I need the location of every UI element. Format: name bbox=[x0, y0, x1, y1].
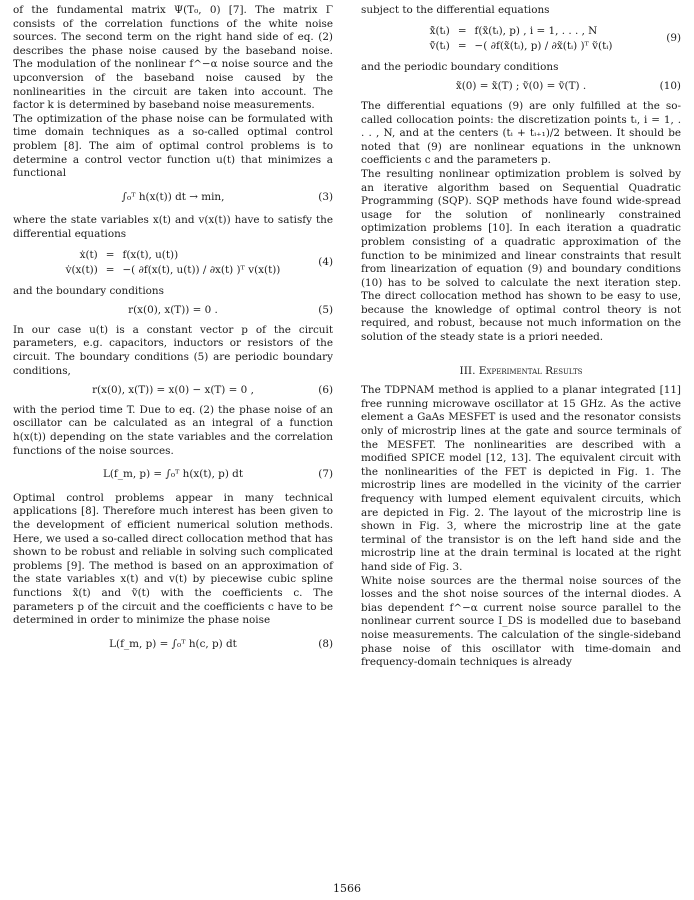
eq-lhs: x̃̇(tᵢ) bbox=[429, 24, 450, 37]
equation-body: L(f_m, p) = ∫₀ᵀ h(c, p) dt bbox=[109, 637, 237, 650]
left-column bbox=[13, 4, 333, 661]
equation-body: L(f_m, p) = ∫₀ᵀ h(x(t), p) dt bbox=[102, 468, 244, 481]
equation-number: (4) bbox=[318, 256, 333, 269]
equation-10 bbox=[361, 74, 681, 100]
equation-number: (7) bbox=[318, 468, 333, 481]
paragraph: The differential equations (9) are only fulfilled at the so-called collocation points: the discretization points tᵢ, i = 1, . . . , N, and at the centers (tᵢ + tᵢ₊₁)/2 between. It should be noted that (9) are nonlinear equations in the unknown coefficients c and the parameters p. bbox=[361, 99, 681, 167]
eq-lhs: v̇(x(t)) bbox=[65, 264, 98, 277]
equation-8 bbox=[13, 628, 333, 662]
paragraph: The optimization of the phase noise can be formulated with time domain techniques as a so-called optimal control problem [8]. The aim of optimal control problems is to determine a control vector function u(t) that minimizes a functional bbox=[13, 112, 333, 180]
eq-lhs: ṽ̇(tᵢ) bbox=[429, 40, 450, 53]
paragraph: where the state variables x(t) and v(x(t)) have to satisfy the differential equations bbox=[13, 214, 333, 240]
paragraph: subject to the differential equations bbox=[361, 4, 550, 16]
equation-3 bbox=[13, 181, 333, 215]
paragraph: and the periodic boundary conditions bbox=[361, 60, 559, 73]
right-column bbox=[361, 4, 681, 670]
equation-4 bbox=[13, 242, 333, 285]
equation-number: (9) bbox=[666, 32, 681, 45]
paragraph: with the period time T. Due to eq. (2) the phase noise of an oscillator can be calculated as an integral of a function h(x(t)) depending on the state variables and the correlation functions of the noise sources. bbox=[13, 403, 333, 457]
paragraph: The resulting nonlinear optimization problem is solved by an iterative algorithm based on Sequential Quadratic Programming (SQP). SQP methods have found wide-spread usage for the solution of nonlinearly constrained optimization problems [10]. In each iteration a quadratic problem consisting of a quadratic approximation of the function to be minimized and linear constraints that result from linearization of equation (9) and boundary conditions (10) has to be solved to calculate the next iteration step. The direct collocation method has shown to be easy to use, because the knowledge of optimal control theory is not required, and robust, because not much information on the solution of the steady state is a priori needed. bbox=[361, 167, 681, 344]
equation-number: (6) bbox=[318, 384, 333, 397]
equation-body: ∫₀ᵀ h(x(t)) dt → min, bbox=[121, 190, 225, 203]
eq-rhs: −( ∂f(x(t), u(t)) / ∂x(t) )ᵀ v(x(t)) bbox=[122, 264, 281, 277]
paragraph: Optimal control problems appear in many technical applications [8]. Therefore much interest has been given to the development of efficient numerical solution methods. Here, we used a so-called direct collocation method that has shown to be robust and reliable in solving such complicated problems [9]. The method is based on an approximation of the state variables x(t) and v(t) by piecewise cubic spline functions x̃(t) and ṽ(t) with the coefficients c. The parameters p of the circuit and the coefficients c have to be determined in order to minimize the phase noise bbox=[13, 491, 333, 627]
paragraph: and the boundary conditions bbox=[13, 284, 164, 297]
paragraph: The TDPNAM method is applied to a planar integrated [11] free running microwave oscillator at 15 GHz. As the active element a GaAs MESFET is used and the resonator consists only of microstrip lines at the gate and source terminals of the MESFET. The nonlinearities are described with a modified SPICE model [12, 13]. The equivalent circuit with the nonlinearities of the FET is depicted in Fig. 1. The microstrip lines are modelled in the vicinity of the carrier frequency with lumped element equivalent circuits, which are depicted in Fig. 2. The layout of the microstrip line is shown in Fig. 3, where the microstrip line at the gate terminal of the transistor is on the left hand side and the microstrip line at the drain terminal is located at the right hand side of Fig. 3. bbox=[361, 384, 681, 573]
equation-body: x̃(0) = x̃(T) ; ṽ(0) = ṽ(T) . bbox=[455, 80, 587, 93]
eq-rhs: f(x(t), u(t)) bbox=[122, 248, 179, 261]
equation-number: (3) bbox=[318, 190, 333, 203]
equation-7 bbox=[13, 458, 333, 492]
equation-array: x̃̇(tᵢ) = f(x̃(tᵢ), p) , i = 1, . . . , N ṽ̇(tᵢ) = −( ∂f(x̃(tᵢ), p) / ∂x̃(tᵢ) )ᵀ ṽ(tᵢ) bbox=[426, 24, 617, 55]
equation-array: ẋ(t) = f(x(t), u(t)) v̇(x(t)) = −( ∂f(x(t), u(t)) / ∂x(t) )ᵀ v(x(t)) bbox=[62, 248, 285, 279]
paragraph: In our case u(t) is a constant vector p of the circuit parameters, e.g. capacitors, inductors or resistors of the circuit. The boundary conditions (5) are periodic boundary conditions, bbox=[13, 323, 333, 377]
paragraph: of the fundamental matrix Ψ(T₀, 0) [7]. The matrix Γ consists of the correlation functions of the white noise sources. The second term on the right hand side of eq. (2) describes the phase noise caused by the baseband noise. The modulation of the nonlinear f^−α noise source and the upconversion of the baseband noise caused by the nonlinearities in the circuit are taken into account. The factor k is determined by baseband noise measurements. bbox=[13, 4, 333, 112]
equation-number: (10) bbox=[659, 80, 681, 93]
equation-body: r(x(0), x(T)) = x(0) − x(T) = 0 , bbox=[92, 384, 254, 397]
equation-number: (8) bbox=[318, 637, 333, 650]
eq-rhs: f(x̃(tᵢ), p) , i = 1, . . . , N bbox=[474, 24, 598, 37]
section-heading: III. Experimental Results bbox=[459, 364, 583, 377]
equation-5 bbox=[13, 298, 333, 324]
eq-lhs: ẋ(t) bbox=[79, 248, 98, 261]
equation-body: r(x(0), x(T)) = 0 . bbox=[128, 304, 218, 317]
equation-number: (5) bbox=[318, 304, 333, 317]
page-number: 1566 bbox=[333, 882, 361, 895]
paragraph: White noise sources are the thermal noise sources of the losses and the shot noise sources of the internal diodes. A bias dependent f^−α current noise source parallel to the nonlinear current source I_DS is modelled due to baseband noise measurements. The calculation of the single-sideband phase noise of this oscillator with time-domain and frequency-domain techniques is already bbox=[361, 574, 681, 669]
eq-rhs: −( ∂f(x̃(tᵢ), p) / ∂x̃(tᵢ) )ᵀ ṽ(tᵢ) bbox=[474, 40, 613, 53]
equation-9 bbox=[361, 18, 681, 61]
equation-6 bbox=[13, 378, 333, 404]
